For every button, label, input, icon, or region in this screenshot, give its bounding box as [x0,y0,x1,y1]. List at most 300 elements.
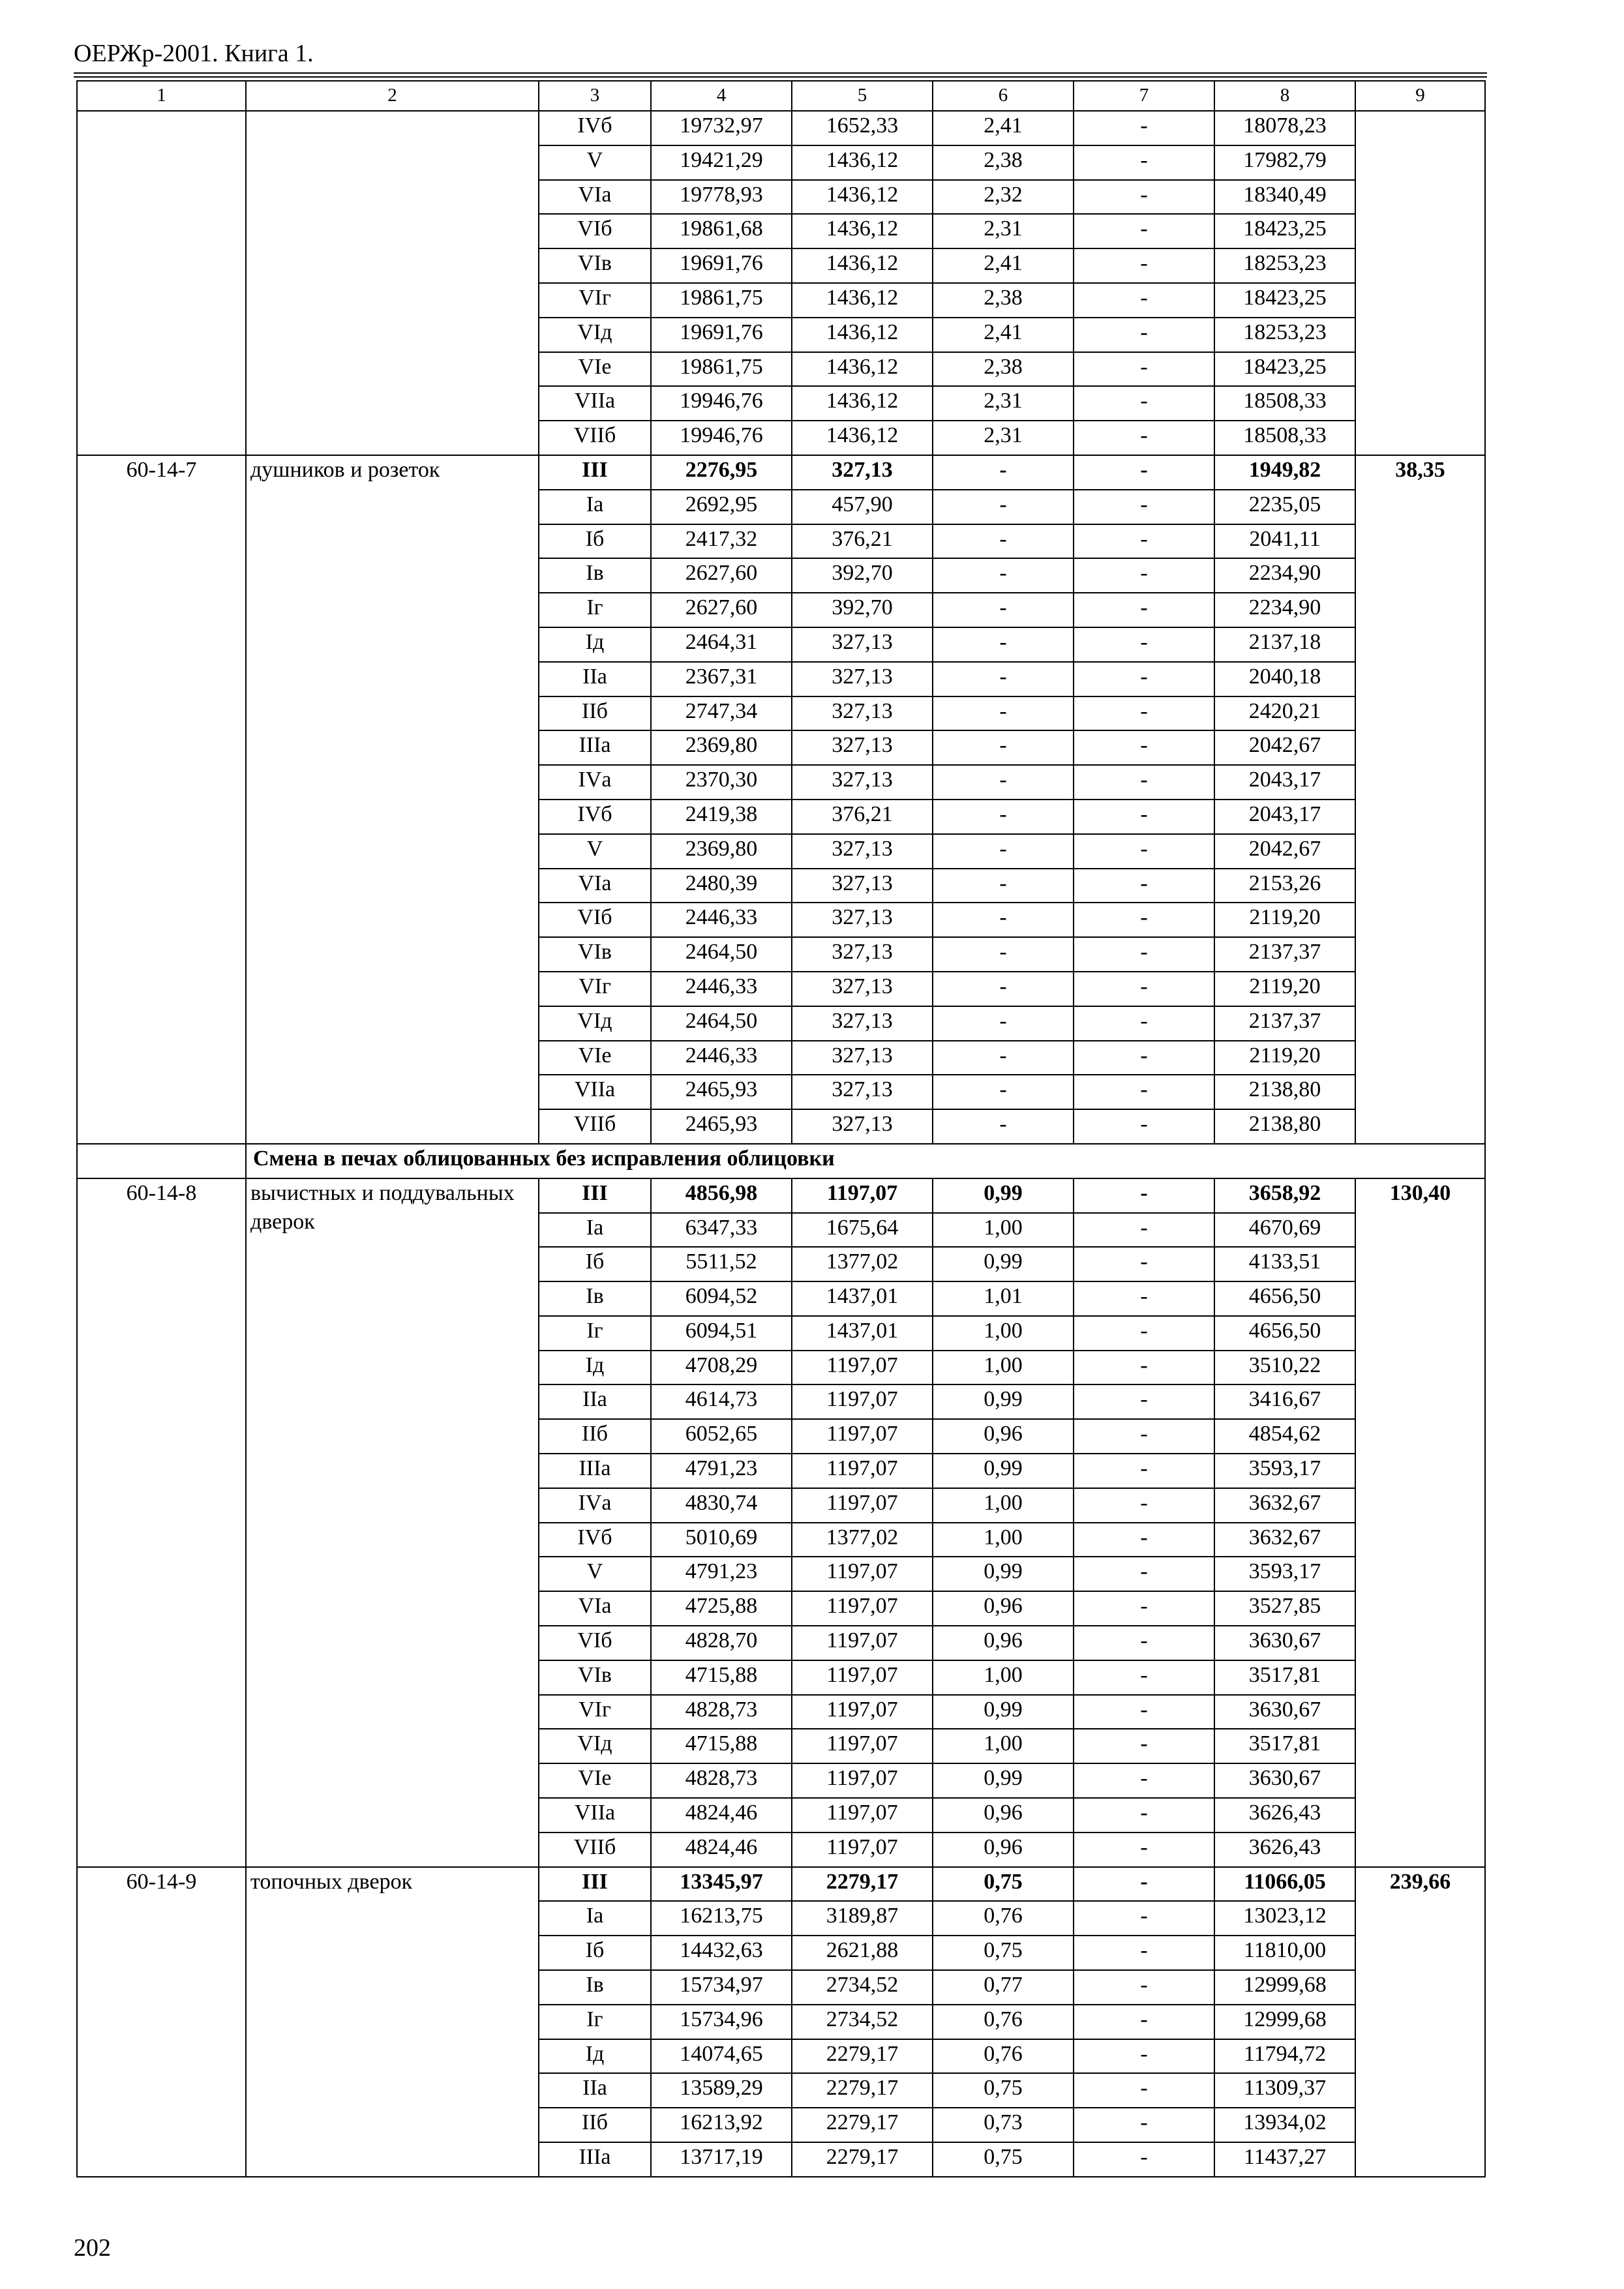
machine-cell: 0,76 [933,2005,1074,2039]
driver-wages-cell: - [1074,1178,1214,1213]
driver-wages-cell: - [1074,214,1214,248]
materials-cell: 3630,67 [1214,1695,1355,1729]
zone-cell: VIб [539,1626,651,1660]
direct-cost-cell: 13717,19 [651,2142,792,2177]
materials-cell: 3632,67 [1214,1523,1355,1557]
wages-cell: 1197,07 [792,1660,933,1695]
table-row [77,111,1485,145]
driver-wages-cell: - [1074,318,1214,352]
materials-cell: 3527,85 [1214,1591,1355,1626]
driver-wages-cell: - [1074,1901,1214,1936]
zone-cell: VIе [539,1763,651,1798]
machine-cell: 1,00 [933,1523,1074,1557]
materials-cell: 3510,22 [1214,1351,1355,1385]
wages-cell: 1197,07 [792,1729,933,1763]
driver-wages-cell: - [1074,1591,1214,1626]
direct-cost-cell: 4828,73 [651,1695,792,1729]
machine-cell: 0,75 [933,1936,1074,1970]
wages-cell: 376,21 [792,524,933,559]
zone-cell: Iд [539,1351,651,1385]
driver-wages-cell: - [1074,145,1214,180]
column-number: 8 [1214,81,1355,111]
driver-wages-cell: - [1074,1523,1214,1557]
zone-cell: VIд [539,1729,651,1763]
zone-cell: Iб [539,524,651,559]
driver-wages-cell: - [1074,1557,1214,1591]
direct-cost-cell: 19732,97 [651,111,792,145]
wages-cell: 1436,12 [792,283,933,318]
wages-cell: 1197,07 [792,1454,933,1488]
driver-wages-cell: - [1074,1833,1214,1867]
wages-cell: 327,13 [792,696,933,731]
column-number-row [77,81,1485,111]
zone-cell: Iб [539,1247,651,1281]
wages-cell: 1197,07 [792,1626,933,1660]
zone-cell: IIб [539,2108,651,2142]
machine-cell: 1,00 [933,1488,1074,1523]
driver-wages-cell: - [1074,2005,1214,2039]
materials-cell: 3416,67 [1214,1384,1355,1419]
wages-cell: 327,13 [792,937,933,972]
materials-cell: 4656,50 [1214,1281,1355,1316]
column-number: 5 [792,81,933,111]
driver-wages-cell: - [1074,2108,1214,2142]
driver-wages-cell: - [1074,1247,1214,1281]
wages-cell: 1436,12 [792,180,933,215]
wages-cell: 2279,17 [792,1867,933,1902]
zone-cell: IIIа [539,2142,651,2177]
zone-cell: VIд [539,318,651,352]
wages-cell: 1197,07 [792,1763,933,1798]
zone-cell: IIб [539,696,651,731]
direct-cost-cell: 2747,34 [651,696,792,731]
materials-total: 239,66 [1355,1867,1485,2177]
driver-wages-cell: - [1074,248,1214,283]
direct-cost-cell: 6094,51 [651,1316,792,1351]
machine-cell: 0,99 [933,1247,1074,1281]
zone-cell: IVб [539,111,651,145]
direct-cost-cell: 2464,31 [651,627,792,662]
materials-cell: 2138,80 [1214,1075,1355,1109]
machine-cell: 0,96 [933,1626,1074,1660]
machine-cell: 0,99 [933,1384,1074,1419]
direct-cost-cell: 16213,92 [651,2108,792,2142]
machine-cell: - [933,593,1074,627]
materials-cell: 2042,67 [1214,730,1355,765]
zone-cell: IIб [539,1419,651,1454]
machine-cell: 2,38 [933,283,1074,318]
wages-cell: 1197,07 [792,1419,933,1454]
machine-cell: - [933,765,1074,800]
driver-wages-cell: - [1074,2142,1214,2177]
direct-cost-cell: 19778,93 [651,180,792,215]
zone-cell: IIа [539,662,651,696]
wages-cell: 1197,07 [792,1351,933,1385]
machine-cell: 2,41 [933,318,1074,352]
driver-wages-cell: - [1074,972,1214,1006]
machine-cell: - [933,972,1074,1006]
zone-cell: V [539,1557,651,1591]
zone-cell: VIIа [539,386,651,421]
direct-cost-cell: 2417,32 [651,524,792,559]
driver-wages-cell: - [1074,1109,1214,1144]
wages-cell: 327,13 [792,903,933,937]
machine-cell: 2,41 [933,111,1074,145]
machine-cell: - [933,730,1074,765]
driver-wages-cell: - [1074,524,1214,559]
direct-cost-cell: 2370,30 [651,765,792,800]
table-row [77,455,1485,490]
driver-wages-cell: - [1074,2073,1214,2108]
wages-cell: 1436,12 [792,386,933,421]
materials-cell: 3593,17 [1214,1454,1355,1488]
materials-cell: 4670,69 [1214,1213,1355,1248]
driver-wages-cell: - [1074,1384,1214,1419]
machine-cell: 0,76 [933,2039,1074,2074]
zone-cell: III [539,1178,651,1213]
zone-cell: IIа [539,2073,651,2108]
zone-cell: VIIб [539,1833,651,1867]
materials-cell: 4656,50 [1214,1316,1355,1351]
direct-cost-cell: 5511,52 [651,1247,792,1281]
driver-wages-cell: - [1074,662,1214,696]
direct-cost-cell: 4791,23 [651,1557,792,1591]
direct-cost-cell: 2367,31 [651,662,792,696]
driver-wages-cell: - [1074,1041,1214,1075]
zone-cell: VIб [539,903,651,937]
table-body [77,81,1485,2177]
driver-wages-cell: - [1074,1006,1214,1041]
driver-wages-cell: - [1074,352,1214,387]
driver-wages-cell: - [1074,283,1214,318]
driver-wages-cell: - [1074,1867,1214,1902]
machine-cell: 0,96 [933,1591,1074,1626]
driver-wages-cell: - [1074,421,1214,455]
zone-cell: VIа [539,180,651,215]
direct-cost-cell: 2480,39 [651,869,792,903]
zone-cell: Iа [539,1901,651,1936]
column-number: 3 [539,81,651,111]
zone-cell: VIе [539,352,651,387]
wages-cell: 1197,07 [792,1557,933,1591]
materials-cell: 11794,72 [1214,2039,1355,2074]
item-name: вычистных и поддувальных дверок [246,1178,539,1867]
machine-cell: 2,41 [933,248,1074,283]
direct-cost-cell: 4715,88 [651,1660,792,1695]
wages-cell: 327,13 [792,730,933,765]
materials-cell: 2042,67 [1214,834,1355,869]
direct-cost-cell: 15734,96 [651,2005,792,2039]
machine-cell: - [933,834,1074,869]
machine-cell: 2,31 [933,214,1074,248]
wages-cell: 457,90 [792,490,933,524]
direct-cost-cell: 19421,29 [651,145,792,180]
materials-cell: 1949,82 [1214,455,1355,490]
section-heading-row [77,1144,1485,1178]
direct-cost-cell: 19861,75 [651,352,792,387]
wages-cell: 392,70 [792,558,933,593]
machine-cell: 0,77 [933,1970,1074,2005]
column-number: 4 [651,81,792,111]
driver-wages-cell: - [1074,834,1214,869]
zone-cell: IVб [539,1523,651,1557]
section-spacer [77,1144,246,1178]
rates-table [76,80,1486,2177]
materials-cell: 12999,68 [1214,1970,1355,2005]
materials-cell: 2235,05 [1214,490,1355,524]
section-heading: Смена в печах облицованных без исправления облицовки [246,1144,1485,1178]
machine-cell: 2,38 [933,352,1074,387]
zone-cell: V [539,145,651,180]
zone-cell: Iг [539,593,651,627]
materials-cell: 3517,81 [1214,1660,1355,1695]
wages-cell: 327,13 [792,662,933,696]
materials-cell: 4854,62 [1214,1419,1355,1454]
table-row [77,1178,1485,1213]
materials-cell: 2119,20 [1214,972,1355,1006]
item-name: топочных дверок [246,1867,539,2177]
direct-cost-cell: 4708,29 [651,1351,792,1385]
driver-wages-cell: - [1074,455,1214,490]
machine-cell: 0,99 [933,1454,1074,1488]
driver-wages-cell: - [1074,730,1214,765]
wages-cell: 1437,01 [792,1281,933,1316]
materials-cell: 12999,68 [1214,2005,1355,2039]
zone-cell: VIIб [539,421,651,455]
direct-cost-cell: 4856,98 [651,1178,792,1213]
materials-cell: 3517,81 [1214,1729,1355,1763]
driver-wages-cell: - [1074,937,1214,972]
direct-cost-cell: 14074,65 [651,2039,792,2074]
driver-wages-cell: - [1074,627,1214,662]
zone-cell: IIа [539,1384,651,1419]
direct-cost-cell: 13345,97 [651,1867,792,1902]
wages-cell: 1377,02 [792,1523,933,1557]
materials-total: 130,40 [1355,1178,1485,1867]
zone-cell: VIб [539,214,651,248]
driver-wages-cell: - [1074,1970,1214,2005]
driver-wages-cell: - [1074,558,1214,593]
column-number: 7 [1074,81,1214,111]
zone-cell: Iв [539,1970,651,2005]
direct-cost-cell: 4828,70 [651,1626,792,1660]
direct-cost-cell: 2419,38 [651,800,792,834]
machine-cell: 1,00 [933,1729,1074,1763]
materials-cell: 3630,67 [1214,1763,1355,1798]
materials-cell: 18508,33 [1214,421,1355,455]
item-code: 60-14-9 [77,1867,246,2177]
wages-cell: 376,21 [792,800,933,834]
materials-cell: 2043,17 [1214,765,1355,800]
materials-cell: 2137,37 [1214,937,1355,972]
zone-cell: VIв [539,937,651,972]
zone-cell: Iв [539,558,651,593]
driver-wages-cell: - [1074,765,1214,800]
materials-cell: 18078,23 [1214,111,1355,145]
materials-cell: 13023,12 [1214,1901,1355,1936]
item-name: душников и розеток [246,455,539,1144]
machine-cell: 2,31 [933,421,1074,455]
machine-cell: - [933,662,1074,696]
materials-cell: 2040,18 [1214,662,1355,696]
zone-cell: VIд [539,1006,651,1041]
driver-wages-cell: - [1074,2039,1214,2074]
direct-cost-cell: 13589,29 [651,2073,792,2108]
materials-total [1355,111,1485,455]
wages-cell: 327,13 [792,834,933,869]
machine-cell: 0,99 [933,1695,1074,1729]
driver-wages-cell: - [1074,1351,1214,1385]
driver-wages-cell: - [1074,490,1214,524]
direct-cost-cell: 19861,68 [651,214,792,248]
direct-cost-cell: 2627,60 [651,558,792,593]
machine-cell: 0,75 [933,2142,1074,2177]
driver-wages-cell: - [1074,696,1214,731]
zone-cell: IIIа [539,730,651,765]
header-rule [74,72,1487,74]
materials-cell: 11066,05 [1214,1867,1355,1902]
direct-cost-cell: 4830,74 [651,1488,792,1523]
direct-cost-cell: 6347,33 [651,1213,792,1248]
wages-cell: 392,70 [792,593,933,627]
zone-cell: III [539,455,651,490]
driver-wages-cell: - [1074,180,1214,215]
wages-cell: 327,13 [792,765,933,800]
wages-cell: 327,13 [792,1109,933,1144]
wages-cell: 1436,12 [792,352,933,387]
table-row [77,1867,1485,1902]
wages-cell: 327,13 [792,1006,933,1041]
zone-cell: V [539,834,651,869]
zone-cell: Iд [539,2039,651,2074]
driver-wages-cell: - [1074,1213,1214,1248]
driver-wages-cell: - [1074,1316,1214,1351]
wages-cell: 1197,07 [792,1591,933,1626]
column-number: 2 [246,81,539,111]
zone-cell: Iв [539,1281,651,1316]
driver-wages-cell: - [1074,111,1214,145]
materials-cell: 17982,79 [1214,145,1355,180]
direct-cost-cell: 2446,33 [651,903,792,937]
wages-cell: 1197,07 [792,1798,933,1833]
machine-cell: 2,32 [933,180,1074,215]
machine-cell: 0,73 [933,2108,1074,2142]
machine-cell: - [933,558,1074,593]
machine-cell: 1,00 [933,1351,1074,1385]
machine-cell: - [933,1109,1074,1144]
wages-cell: 327,13 [792,869,933,903]
materials-total: 38,35 [1355,455,1485,1144]
machine-cell: 1,01 [933,1281,1074,1316]
wages-cell: 1436,12 [792,145,933,180]
column-number: 9 [1355,81,1485,111]
direct-cost-cell: 6052,65 [651,1419,792,1454]
direct-cost-cell: 4715,88 [651,1729,792,1763]
materials-cell: 3626,43 [1214,1798,1355,1833]
direct-cost-cell: 2446,33 [651,1041,792,1075]
materials-cell: 2137,18 [1214,627,1355,662]
driver-wages-cell: - [1074,1281,1214,1316]
wages-cell: 2621,88 [792,1936,933,1970]
machine-cell: - [933,903,1074,937]
machine-cell: - [933,869,1074,903]
zone-cell: VIа [539,1591,651,1626]
zone-cell: VIг [539,972,651,1006]
materials-cell: 3626,43 [1214,1833,1355,1867]
zone-cell: III [539,1867,651,1902]
wages-cell: 1436,12 [792,318,933,352]
materials-cell: 2119,20 [1214,903,1355,937]
machine-cell: 0,75 [933,1867,1074,1902]
materials-cell: 18253,23 [1214,318,1355,352]
direct-cost-cell: 2465,93 [651,1109,792,1144]
zone-cell: VIа [539,869,651,903]
direct-cost-cell: 15734,97 [651,1970,792,2005]
zone-cell: VIIа [539,1798,651,1833]
wages-cell: 1652,33 [792,111,933,145]
direct-cost-cell: 19691,76 [651,318,792,352]
wages-cell: 2279,17 [792,2039,933,2074]
machine-cell: 0,99 [933,1763,1074,1798]
wages-cell: 1377,02 [792,1247,933,1281]
column-number: 6 [933,81,1074,111]
driver-wages-cell: - [1074,1419,1214,1454]
materials-cell: 18423,25 [1214,283,1355,318]
driver-wages-cell: - [1074,800,1214,834]
materials-cell: 4133,51 [1214,1247,1355,1281]
wages-cell: 1197,07 [792,1695,933,1729]
wages-cell: 327,13 [792,972,933,1006]
direct-cost-cell: 4614,73 [651,1384,792,1419]
direct-cost-cell: 19946,76 [651,386,792,421]
machine-cell: 0,99 [933,1557,1074,1591]
wages-cell: 3189,87 [792,1901,933,1936]
page-title: ОЕРЖр-2001. Книга 1. [74,40,314,67]
zone-cell: Iд [539,627,651,662]
zone-cell: Iа [539,490,651,524]
zone-cell: IVб [539,800,651,834]
driver-wages-cell: - [1074,1729,1214,1763]
direct-cost-cell: 14432,63 [651,1936,792,1970]
header-rule-second [74,76,1487,78]
materials-cell: 18508,33 [1214,386,1355,421]
direct-cost-cell: 6094,52 [651,1281,792,1316]
machine-cell: 0,75 [933,2073,1074,2108]
direct-cost-cell: 4791,23 [651,1454,792,1488]
materials-cell: 11437,27 [1214,2142,1355,2177]
materials-cell: 2119,20 [1214,1041,1355,1075]
machine-cell: - [933,1006,1074,1041]
wages-cell: 1197,07 [792,1178,933,1213]
driver-wages-cell: - [1074,1798,1214,1833]
column-number: 1 [77,81,246,111]
zone-cell: IIIа [539,1454,651,1488]
driver-wages-cell: - [1074,1695,1214,1729]
item-code: 60-14-8 [77,1178,246,1867]
zone-cell: IVа [539,765,651,800]
machine-cell: 0,96 [933,1419,1074,1454]
wages-cell: 1436,12 [792,214,933,248]
wages-cell: 2734,52 [792,1970,933,2005]
zone-cell: Iа [539,1213,651,1248]
direct-cost-cell: 2446,33 [651,972,792,1006]
direct-cost-cell: 19861,75 [651,283,792,318]
materials-cell: 3593,17 [1214,1557,1355,1591]
page-number: 202 [74,2234,111,2262]
wages-cell: 327,13 [792,455,933,490]
wages-cell: 327,13 [792,1041,933,1075]
machine-cell: - [933,455,1074,490]
